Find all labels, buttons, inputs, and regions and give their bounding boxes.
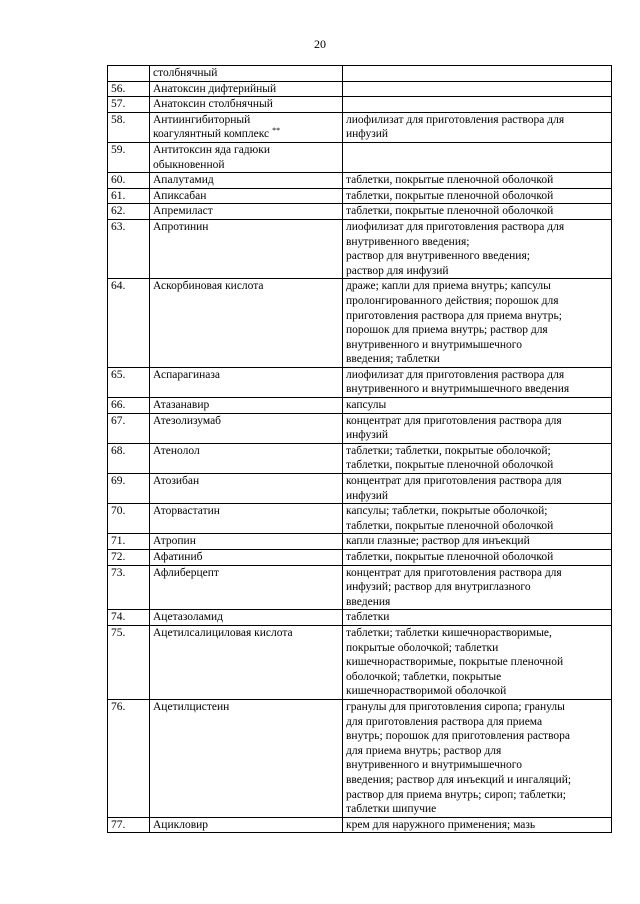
dosage-form-cell: таблетки, покрытые пленочной оболочкой [343, 188, 612, 204]
row-number-cell: 61. [108, 188, 150, 204]
table-row [108, 142, 612, 172]
row-number-cell: 59. [108, 142, 150, 172]
drug-name-cell [150, 443, 343, 473]
drug-name-text: столбнячный [153, 67, 218, 79]
drug-name-cell [150, 625, 343, 699]
drug-name-text: Антитоксин яда гадюки обыкновенной [153, 143, 270, 171]
table-row [108, 219, 612, 278]
drug-name-cell [150, 279, 343, 368]
dosage-form-cell: концентрат для приготовления раствора для инфузий; раствор для внутриглазного введения [343, 565, 612, 610]
drug-name-text: Афатиниб [153, 551, 203, 563]
table-row [108, 565, 612, 610]
table-row [108, 367, 612, 397]
table-row [108, 204, 612, 220]
table-row [108, 279, 612, 368]
table-row [108, 443, 612, 473]
drug-name-cell [150, 699, 343, 817]
row-number-cell: 74. [108, 610, 150, 626]
drug-name-text: Анатоксин столбнячный [153, 98, 273, 111]
row-number-cell: 58. [108, 112, 150, 142]
dosage-form-cell: лиофилизат для приготовления раствора для внутривенного введения; раствор для внутривенного введения; раствор для инфузий [343, 219, 612, 278]
row-number-cell: 73. [108, 565, 150, 610]
drug-name-text: Апротинин [153, 220, 209, 233]
drug-name-text: Апалутамид [153, 174, 214, 187]
footnote-mark: ** [272, 125, 281, 135]
dosage-form-cell: концентрат для приготовления раствора для инфузий [343, 413, 612, 443]
drug-name-cell [150, 97, 343, 113]
dosage-form-cell: гранулы для приготовления сиропа; гранулы для приготовления раствора для приема внутрь; порошок для приготовления раствора для приема внутрь; раствор для внутривенного и внутримышечного введения; раствор для инъекций и ингаляций; раствор для приема внутрь; сироп; таблетки; таблетки шипучие [343, 699, 612, 817]
row-number-cell: 70. [108, 504, 150, 534]
drug-name-text: Аторвастатин [153, 505, 220, 518]
drug-name-text: Аскорбиновая кислота [153, 280, 264, 293]
drug-name-text: Ацетилсалициловая кислота [153, 626, 293, 639]
drug-name-text: Ацетилцистеин [153, 700, 230, 713]
drug-name-text: Атазанавир [153, 399, 210, 412]
table-row [108, 188, 612, 204]
drug-name-cell [150, 188, 343, 204]
dosage-form-cell [343, 66, 612, 82]
dosage-form-cell: лиофилизат для приготовления раствора для внутривенного и внутримышечного введения [343, 367, 612, 397]
table-row [108, 112, 612, 142]
drug-name-text: Атезолизумаб [153, 414, 222, 427]
drug-name-cell [150, 565, 343, 610]
dosage-form-cell [343, 142, 612, 172]
dosage-form-cell [343, 81, 612, 97]
dosage-form-cell: крем для наружного применения; мазь [343, 817, 612, 833]
dosage-form-cell: капсулы [343, 398, 612, 414]
row-number-cell: 69. [108, 474, 150, 504]
drug-name-text: Аспарагиназа [153, 368, 221, 381]
table-row [108, 474, 612, 504]
row-number-cell: 75. [108, 625, 150, 699]
table-row [108, 699, 612, 817]
drug-name-cell [150, 66, 343, 82]
drug-name-cell [150, 817, 343, 833]
drug-name-text: Атенолол [153, 444, 200, 457]
drug-name-cell [150, 112, 343, 142]
table-row [108, 97, 612, 113]
drug-name-cell [150, 550, 343, 566]
dosage-form-cell: таблетки; таблетки кишечнорастворимые, покрытые оболочкой; таблетки кишечнорастворимые, покрытые пленочной оболочкой; таблетки, покрытые кишечнорастворимой оболочкой [343, 625, 612, 699]
table-row [108, 173, 612, 189]
drug-name-cell [150, 534, 343, 550]
drug-name-cell [150, 204, 343, 220]
row-number-cell: 60. [108, 173, 150, 189]
drug-name-text: Атропин [153, 535, 196, 548]
dosage-form-cell: капсулы; таблетки, покрытые оболочкой; таблетки, покрытые пленочной оболочкой [343, 504, 612, 534]
dosage-form-cell: таблетки, покрытые пленочной оболочкой [343, 204, 612, 220]
drug-name-text: Ацетазоламид [153, 611, 224, 624]
row-number-cell: 64. [108, 279, 150, 368]
drug-name-cell [150, 398, 343, 414]
table-row [108, 625, 612, 699]
dosage-form-cell: концентрат для приготовления раствора для инфузий [343, 474, 612, 504]
drug-name-cell [150, 173, 343, 189]
drug-name-cell [150, 81, 343, 97]
row-number-cell: 65. [108, 367, 150, 397]
row-number-cell: 71. [108, 534, 150, 550]
dosage-form-cell: таблетки, покрытые пленочной оболочкой [343, 173, 612, 189]
dosage-form-cell: таблетки [343, 610, 612, 626]
dosage-form-cell: драже; капли для приема внутрь; капсулы пролонгированного действия; порошок для приготовления раствора для приема внутрь; порошок для приема внутрь; раствор для внутривенного и внутримышечного введения; таблетки [343, 279, 612, 368]
drug-name-text: Апиксабан [153, 189, 207, 202]
drug-list-table [107, 65, 612, 833]
table-row [108, 550, 612, 566]
row-number-cell: 62. [108, 204, 150, 220]
drug-name-cell [150, 142, 343, 172]
drug-name-text: Антиингибиторный коагулянтный комплекс [153, 113, 270, 141]
row-number-cell: 67. [108, 413, 150, 443]
drug-name-cell [150, 504, 343, 534]
row-number-cell: 77. [108, 817, 150, 833]
row-number-cell: 66. [108, 398, 150, 414]
drug-name-text: Афлиберцепт [153, 566, 219, 579]
drug-name-cell [150, 474, 343, 504]
row-number-cell: 76. [108, 699, 150, 817]
dosage-form-cell: таблетки; таблетки, покрытые оболочкой; таблетки, покрытые пленочной оболочкой [343, 443, 612, 473]
drug-name-cell [150, 413, 343, 443]
row-number-cell [108, 66, 150, 82]
page-number: 20 [314, 37, 326, 51]
dosage-form-cell: таблетки, покрытые пленочной оболочкой [343, 550, 612, 566]
row-number-cell: 63. [108, 219, 150, 278]
row-number-cell: 72. [108, 550, 150, 566]
table-row [108, 81, 612, 97]
table-row [108, 534, 612, 550]
table-row [108, 66, 612, 82]
dosage-form-cell [343, 97, 612, 113]
row-number-cell: 56. [108, 81, 150, 97]
table-row [108, 817, 612, 833]
table-row [108, 413, 612, 443]
drug-name-text: Анатоксин дифтерийный [153, 82, 277, 95]
drug-name-cell [150, 367, 343, 397]
dosage-form-cell: капли глазные; раствор для инъекций [343, 534, 612, 550]
dosage-form-cell: лиофилизат для приготовления раствора для инфузий [343, 112, 612, 142]
drug-name-cell [150, 610, 343, 626]
table-row [108, 504, 612, 534]
drug-name-cell [150, 219, 343, 278]
table-row [108, 610, 612, 626]
row-number-cell: 57. [108, 97, 150, 113]
table-row [108, 398, 612, 414]
row-number-cell: 68. [108, 443, 150, 473]
drug-name-text: Атозибан [153, 475, 200, 488]
drug-name-text: Ацикловир [153, 818, 209, 831]
drug-name-text: Апремиласт [153, 205, 213, 218]
